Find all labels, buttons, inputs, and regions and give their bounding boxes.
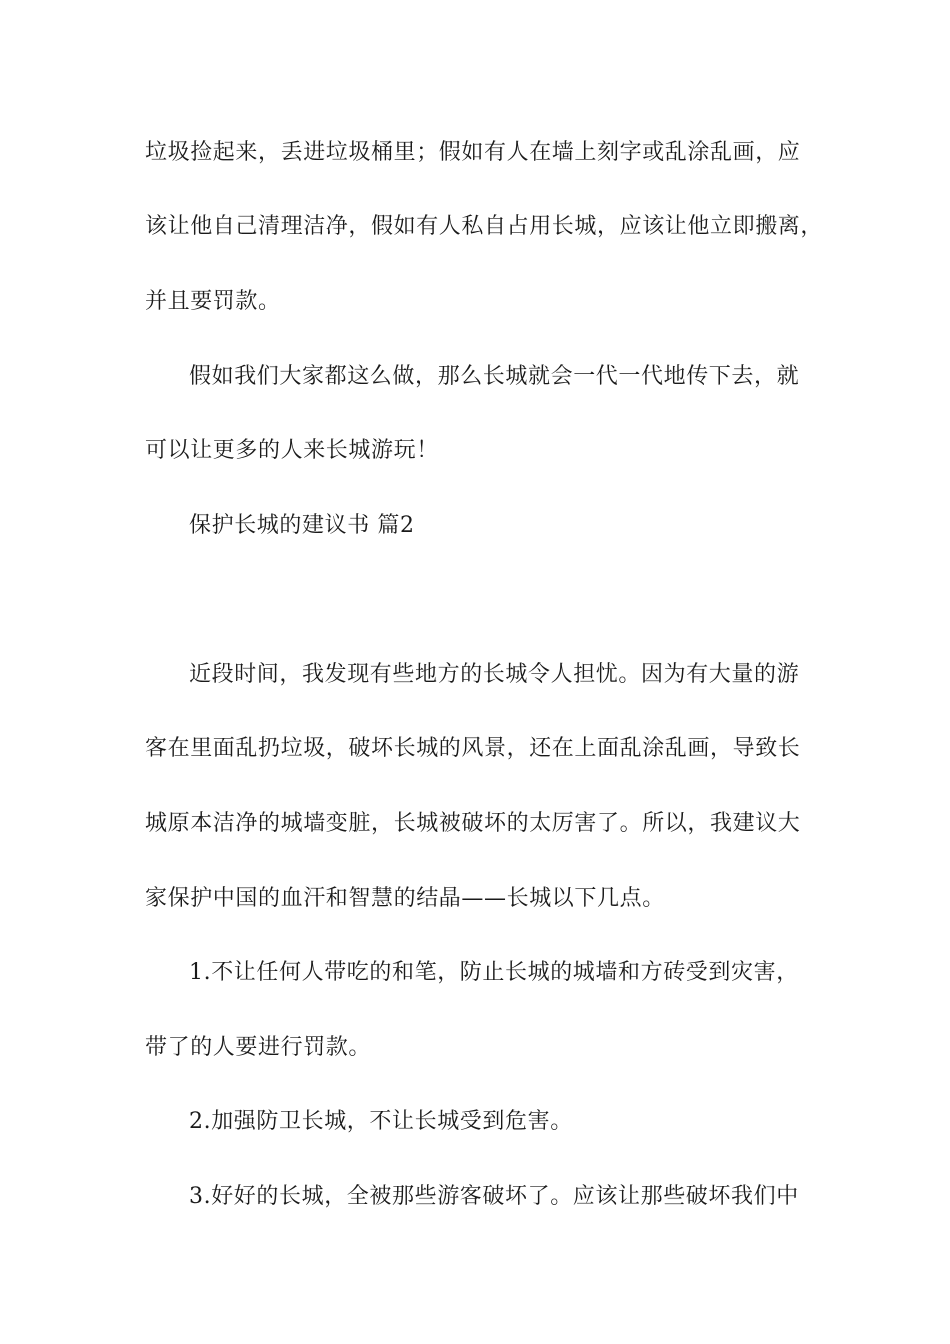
paragraph-line: 可以让更多的人来长城游玩！ [145, 438, 439, 463]
list-item-line: 1.不让任何人带吃的和笔，防止长城的城墙和方砖受到灾害， [189, 960, 799, 985]
paragraph-line: 该让他自己清理洁净，假如有人私自占用长城，应该让他立即搬离， [145, 214, 824, 239]
paragraph-line: 垃圾捡起来，丢进垃圾桶里；假如有人在墙上刻字或乱涂乱画，应 [145, 140, 801, 165]
section-heading: 保护长城的建议书 篇2 [189, 513, 415, 538]
paragraph-line: 家保护中国的血汗和智慧的结晶——长城以下几点。 [145, 886, 665, 911]
list-item-line: 3.好好的长城，全被那些游客破坏了。应该让那些破坏我们中 [189, 1184, 799, 1209]
paragraph-line: 假如我们大家都这么做，那么长城就会一代一代地传下去，就 [189, 364, 800, 389]
list-item-line: 带了的人要进行罚款。 [145, 1035, 372, 1060]
paragraph-line: 近段时间，我发现有些地方的长城令人担忧。因为有大量的游 [189, 662, 800, 687]
paragraph-line: 客在里面乱扔垃圾，破坏长城的风景，还在上面乱涂乱画，导致长 [145, 736, 801, 761]
paragraph-line: 城原本洁净的城墙变脏，长城被破坏的太厉害了。所以，我建议大 [145, 811, 801, 836]
list-item-line: 2.加强防卫长城，不让长城受到危害。 [189, 1109, 573, 1134]
paragraph-line: 并且要罚款。 [145, 289, 281, 314]
